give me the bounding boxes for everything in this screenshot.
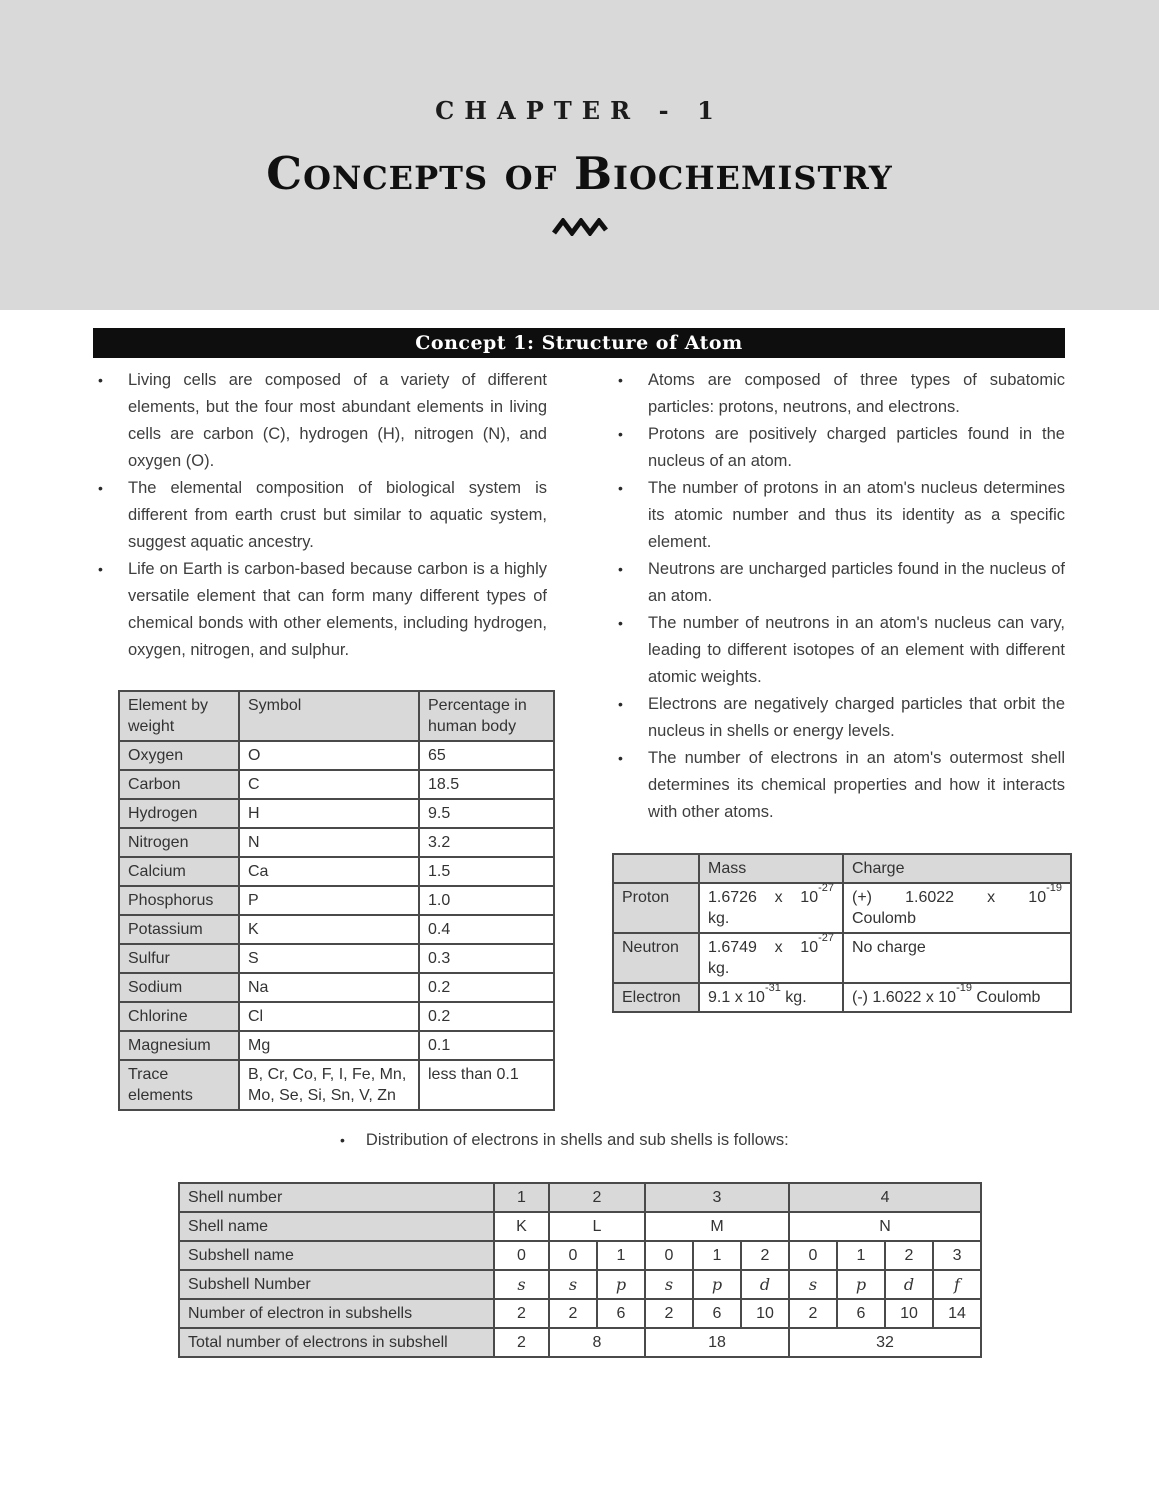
list-item [615, 745, 1065, 826]
table-row [613, 983, 1071, 1012]
table-cell: B, Cr, Co, F, I, Fe, Mn, Mo, Se, Si, Sn, V, Zn [239, 1060, 419, 1110]
table-cell: P [239, 886, 419, 915]
table-row [179, 1241, 981, 1270]
mass-exponent: -27 [818, 931, 834, 944]
table-row [179, 1212, 981, 1241]
table-cell: 1 [494, 1183, 549, 1212]
table-header-cell [613, 854, 699, 883]
mass-exponent: -27 [818, 881, 834, 894]
note-text: Distribution of electrons in shells and sub shells is follows: [365, 1131, 789, 1149]
bullet-icon: • [618, 426, 623, 442]
table-cell: 0 [645, 1241, 693, 1270]
table-cell: 18.5 [419, 770, 554, 799]
mass-exponent: -31 [764, 981, 781, 994]
table-cell: less than 0.1 [419, 1060, 554, 1110]
table-cell [843, 933, 1071, 983]
table-row [119, 857, 554, 886]
row-label: Subshell Number [179, 1270, 494, 1299]
list-item [615, 475, 1065, 556]
charge-exponent: -19 [956, 981, 972, 994]
table-cell: 9.5 [419, 799, 554, 828]
bullet-text: The number of neutrons in an atom's nucleus can vary, leading to different isotopes of an element with different atomic weights. [648, 614, 1065, 686]
table-cell: 14 [933, 1299, 981, 1328]
table-cell: Neutron [613, 933, 699, 983]
table-cell: Hydrogen [119, 799, 239, 828]
section-title-bar [93, 328, 1065, 358]
bullet-text: Electrons are negatively charged particles that orbit the nucleus in shells or energy levels. [648, 695, 1065, 740]
mass-base: 9.1 x 10 [708, 989, 765, 1006]
table-cell: 1 [837, 1241, 885, 1270]
table-row [119, 828, 554, 857]
table-row [119, 944, 554, 973]
table-cell: 0.2 [419, 1002, 554, 1031]
table-cell: 65 [419, 741, 554, 770]
table-cell: 1.5 [419, 857, 554, 886]
charge-value [852, 881, 1062, 908]
table-row [119, 1060, 554, 1110]
mass-base: 1.6749 x 10 [708, 939, 819, 956]
bullet-text: Life on Earth is carbon-based because carbon is a highly versatile element that can form many different types of chemical bonds with other elements, including hydrogen, oxygen, nitrogen, and sulphur. [128, 560, 547, 659]
table-header-cell: Element by weight [119, 691, 239, 741]
table-cell: s [645, 1270, 693, 1299]
bullet-text: The elemental composition of biological system is different from earth crust but similar to aquatic system, suggest aquatic ancestry. [128, 479, 547, 551]
table-row [119, 1031, 554, 1060]
table-header-cell: Percentage in human body [419, 691, 554, 741]
table-row [119, 770, 554, 799]
table-cell: 2 [549, 1299, 597, 1328]
table-cell: Calcium [119, 857, 239, 886]
table-cell: 0.4 [419, 915, 554, 944]
list-item [615, 367, 1065, 421]
table-cell: Sulfur [119, 944, 239, 973]
table-cell: 2 [549, 1183, 645, 1212]
table-cell: Cl [239, 1002, 419, 1031]
table-cell: C [239, 770, 419, 799]
section-title: Concept 1: Structure of Atom [415, 332, 743, 354]
table-cell: Chlorine [119, 1002, 239, 1031]
table-cell: 3 [645, 1183, 789, 1212]
table-header-cell: Charge [843, 854, 1071, 883]
particle-mass-charge-table [612, 853, 1072, 1013]
table-cell: 2 [645, 1299, 693, 1328]
right-bullet-list [615, 367, 1065, 826]
table-cell: 0 [549, 1241, 597, 1270]
row-label: Subshell name [179, 1241, 494, 1270]
table-cell: 1 [597, 1241, 645, 1270]
table-cell: Proton [613, 883, 699, 933]
table-cell [843, 983, 1071, 1012]
chapter-banner [0, 0, 1159, 310]
table-row [119, 915, 554, 944]
chapter-label: CHAPTER - 1 [435, 96, 724, 125]
charge-base: (-) 1.6022 x 10 [852, 989, 957, 1006]
table-cell: Carbon [119, 770, 239, 799]
mass-unit: kg. [780, 989, 807, 1006]
table-row [179, 1270, 981, 1299]
bullet-icon: • [618, 696, 623, 712]
table-cell: Oxygen [119, 741, 239, 770]
table-row [119, 741, 554, 770]
table-cell: 6 [597, 1299, 645, 1328]
table-row [613, 933, 1071, 983]
table-cell: Trace elements [119, 1060, 239, 1110]
bullet-icon: • [618, 615, 623, 631]
table-cell [843, 883, 1071, 933]
table-cell: 10 [741, 1299, 789, 1328]
charge-base: (+) 1.6022 x 10 [852, 889, 1047, 906]
table-cell: p [597, 1270, 645, 1299]
row-label: Shell number [179, 1183, 494, 1212]
table-cell: p [837, 1270, 885, 1299]
list-item [615, 610, 1065, 691]
table-cell: Nitrogen [119, 828, 239, 857]
table-cell: 2 [494, 1299, 549, 1328]
table-cell: 0.3 [419, 944, 554, 973]
left-bullet-list [95, 367, 547, 664]
table-row [119, 886, 554, 915]
bullet-icon: • [98, 372, 103, 388]
table-cell: d [741, 1270, 789, 1299]
table-cell [699, 983, 843, 1012]
table-cell: N [239, 828, 419, 857]
table-cell: S [239, 944, 419, 973]
table-header-cell: Mass [699, 854, 843, 883]
table-header-row [613, 854, 1071, 883]
table-cell: s [549, 1270, 597, 1299]
table-cell: 18 [645, 1328, 789, 1357]
bullet-text: Living cells are composed of a variety of different elements, but the four most abundant elements in living cells are carbon (C), hydrogen (H), nitrogen (N), and oxygen (O). [128, 371, 547, 470]
bullet-icon: • [98, 561, 103, 577]
shell-distribution-table [178, 1182, 982, 1358]
table-cell: 8 [549, 1328, 645, 1357]
table-cell: 1.0 [419, 886, 554, 915]
table-cell: 2 [494, 1328, 549, 1357]
table-row [179, 1183, 981, 1212]
table-row [179, 1299, 981, 1328]
mass-unit: kg. [708, 910, 730, 927]
list-item [95, 556, 547, 664]
table-cell: N [789, 1212, 981, 1241]
list-item [615, 691, 1065, 745]
table-cell: s [494, 1270, 549, 1299]
table-cell: 3 [933, 1241, 981, 1270]
table-cell: 6 [837, 1299, 885, 1328]
table-row [613, 883, 1071, 933]
table-cell: 6 [693, 1299, 741, 1328]
table-row [119, 973, 554, 1002]
bullet-text: The number of protons in an atom's nucleus determines its atomic number and thus its identity as a specific element. [648, 479, 1065, 551]
row-label: Shell name [179, 1212, 494, 1241]
table-cell: K [239, 915, 419, 944]
mass-value [708, 931, 834, 958]
table-cell: 32 [789, 1328, 981, 1357]
element-weight-table [118, 690, 555, 1111]
table-cell: 3.2 [419, 828, 554, 857]
charge-unit: Coulomb [852, 910, 917, 927]
table-cell: f [933, 1270, 981, 1299]
table-cell: 1 [693, 1241, 741, 1270]
table-cell: Sodium [119, 973, 239, 1002]
bullet-icon: • [340, 1132, 345, 1148]
table-cell: 2 [789, 1299, 837, 1328]
list-item [615, 421, 1065, 475]
list-item [95, 475, 547, 556]
table-cell: M [645, 1212, 789, 1241]
table-cell: 0 [789, 1241, 837, 1270]
table-cell: 0 [494, 1241, 549, 1270]
table-cell: Phosphorus [119, 886, 239, 915]
table-cell: p [693, 1270, 741, 1299]
bullet-text: Protons are positively charged particles found in the nucleus of an atom. [648, 425, 1065, 470]
distribution-note [340, 1131, 960, 1150]
mass-value [708, 881, 834, 908]
table-cell: L [549, 1212, 645, 1241]
row-label: Number of electron in subshells [179, 1299, 494, 1328]
table-cell: Ca [239, 857, 419, 886]
table-cell: 0.2 [419, 973, 554, 1002]
table-row [179, 1328, 981, 1357]
table-cell: O [239, 741, 419, 770]
table-cell: Electron [613, 983, 699, 1012]
table-cell: 4 [789, 1183, 981, 1212]
table-cell: Na [239, 973, 419, 1002]
table-cell: Potassium [119, 915, 239, 944]
charge-unit: Coulomb [971, 989, 1041, 1006]
mass-base: 1.6726 x 10 [708, 889, 819, 906]
mass-unit: kg. [708, 960, 730, 977]
charge-value: No charge [852, 939, 926, 956]
table-cell: H [239, 799, 419, 828]
table-cell [699, 883, 843, 933]
table-cell: 10 [885, 1299, 933, 1328]
bullet-text: The number of electrons in an atom's outermost shell determines its chemical properties and how it interacts with other atoms. [648, 749, 1065, 821]
table-row [119, 799, 554, 828]
table-cell: Mg [239, 1031, 419, 1060]
list-item [95, 367, 547, 475]
table-header-row [119, 691, 554, 741]
zigzag-ornament-icon [0, 218, 1159, 241]
bullet-text: Atoms are composed of three types of subatomic particles: protons, neutrons, and electrons. [648, 371, 1065, 416]
table-cell: 2 [741, 1241, 789, 1270]
table-cell: s [789, 1270, 837, 1299]
bullet-icon: • [618, 750, 623, 766]
bullet-icon: • [618, 561, 623, 577]
chapter-title: Concepts of Biochemistry [266, 147, 893, 200]
bullet-icon: • [618, 480, 623, 496]
table-cell: K [494, 1212, 549, 1241]
table-cell: d [885, 1270, 933, 1299]
bullet-icon: • [618, 372, 623, 388]
table-cell: 2 [885, 1241, 933, 1270]
table-cell: 0.1 [419, 1031, 554, 1060]
table-cell [699, 933, 843, 983]
table-header-cell: Symbol [239, 691, 419, 741]
table-row [119, 1002, 554, 1031]
bullet-text: Neutrons are uncharged particles found in the nucleus of an atom. [648, 560, 1065, 605]
charge-exponent: -19 [1046, 881, 1062, 894]
bullet-icon: • [98, 480, 103, 496]
row-label: Total number of electrons in subshell [179, 1328, 494, 1357]
table-cell: Magnesium [119, 1031, 239, 1060]
list-item [615, 556, 1065, 610]
